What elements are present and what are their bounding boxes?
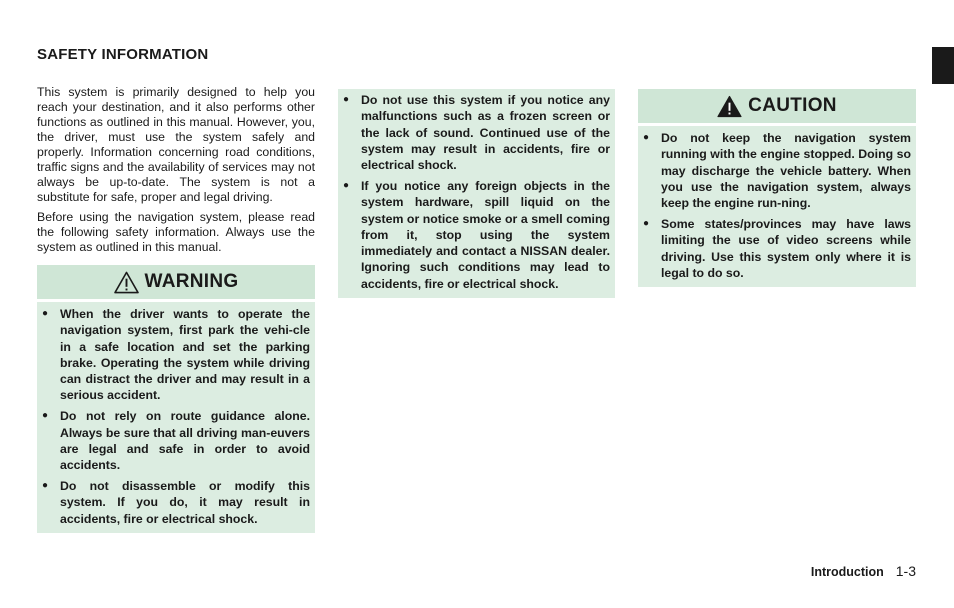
bullet-icon: ●: [643, 217, 650, 229]
bullet-icon: ●: [643, 132, 650, 143]
list-item-text: Do not rely on route guidance alone. Always be sure that all driving man-euvers are legal and safe in order to avoid accidents.: [60, 409, 310, 473]
list-item-text: Do not use this system if you notice any malfunctions such as a frozen screen or the lack of sound. Continued use of the system may result in accidents, fire or electrical shock.: [361, 93, 610, 173]
footer-chapter: Introduction: [810, 565, 884, 579]
column-middle: [338, 89, 615, 298]
list-item: [42, 408, 310, 473]
chapter-tab-marker: [932, 47, 954, 84]
list-item: [643, 216, 911, 281]
list-item-text: If you notice any foreign objects in the system hardware, spill liquid on the system or notice smoke or a smell coming from it, stop using the system immediately and contact a NISSAN dealer. Ignoring such conditions may lead to accidents, fire or electrical shock.: [361, 178, 610, 291]
caution-header: [638, 89, 916, 123]
bullet-icon: ●: [42, 410, 49, 422]
warning-body: [37, 302, 315, 533]
section-title: SAFETY INFORMATION: [37, 46, 209, 63]
bullet-icon: ●: [42, 479, 49, 491]
list-item-text: Do not disassemble or modify this system. If you do, it may result in accidents, fire or electrical shock.: [60, 478, 310, 526]
caution-label: CAUTION: [748, 95, 837, 116]
warning-box: [37, 265, 315, 533]
intro-text: [37, 85, 315, 255]
intro-paragraph: Before using the navigation system, please read the following safety information. Always use the system as outlined in this manual.: [37, 210, 315, 254]
list-item: [42, 478, 310, 527]
column-right: [638, 89, 916, 287]
list-item: [343, 92, 610, 173]
warning-header: [37, 265, 315, 299]
list-item: [343, 178, 610, 292]
list-item-text: Some states/provinces may have laws limiting the use of video screens while driving. Use this system only where it is legal to do so.: [661, 216, 911, 280]
intro-paragraph: This system is primarily designed to help you reach your destination, and it also performs other functions as outlined in this manual. However, you, the driver, must use the system safely and properly. Information concerning road conditions, traffic signs and the availability of services may not always be up-to-date. The system is not a substitute for safe, proper and legal driving.: [37, 85, 315, 204]
list-item: [42, 306, 310, 404]
warning-triangle-icon: [717, 95, 742, 118]
caution-box: [638, 89, 916, 287]
bullet-icon: ●: [343, 179, 350, 191]
warning-continued-body: [338, 89, 615, 298]
bullet-icon: ●: [343, 94, 350, 105]
warning-triangle-icon: [114, 271, 139, 294]
page-footer: [811, 563, 916, 579]
list-item-text: When the driver wants to operate the navigation system, first park the vehi-cle in a safe location and set the parking brake. Operating the system while driving can distract the driver and may result in a serious accident.: [60, 307, 310, 403]
list-item-text: Do not keep the navigation system running with the engine stopped. Doing so may discharge the vehicle battery. When you use the navigation system, always keep the engine run-ning.: [661, 131, 911, 211]
list-item: [643, 130, 911, 211]
caution-body: [638, 126, 916, 287]
page-number: 1-3: [895, 563, 916, 579]
column-left: [37, 85, 315, 533]
warning-label: WARNING: [144, 271, 239, 292]
bullet-icon: ●: [42, 308, 49, 319]
